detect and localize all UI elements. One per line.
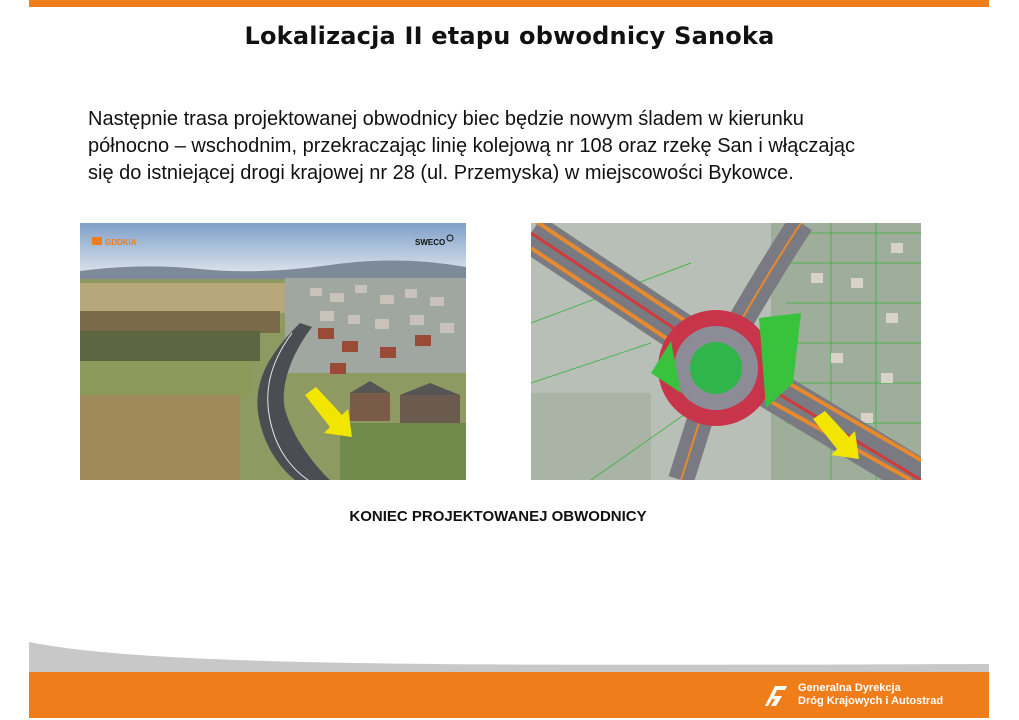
gddkia-logo-text: GDDKiA (105, 238, 137, 247)
top-accent-bar (29, 0, 989, 7)
paragraph-line: Następnie trasa projektowanej obwodnicy biec będzie nowym śladem w kierunku (88, 108, 804, 130)
image-caption: KONIEC PROJEKTOWANEJ OBWODNICY (349, 508, 647, 525)
paragraph-line: się do istniejącej drogi krajowej nr 28 (ul. Przemyska) w miejscowości Bykowce. (88, 162, 794, 184)
slide-paragraph (88, 106, 938, 187)
footer-org-line: Dróg Krajowych i Autostrad (798, 695, 944, 707)
footer-organization (798, 682, 943, 708)
footer-org-line: Generalna Dyrekcja (798, 682, 901, 694)
design-plan-image (531, 223, 921, 480)
gddkia-logo-icon (762, 682, 790, 710)
aerial-photo (80, 223, 466, 480)
slide-title: Lokalizacja II etapu obwodnicy Sanoka (244, 22, 775, 50)
footer-swoosh (29, 640, 989, 676)
paragraph-line: północno – wschodnim, przekraczając linię kolejową nr 108 oraz rzekę San i włączając (88, 135, 856, 157)
sweco-logo-text: SWECO (415, 238, 446, 247)
